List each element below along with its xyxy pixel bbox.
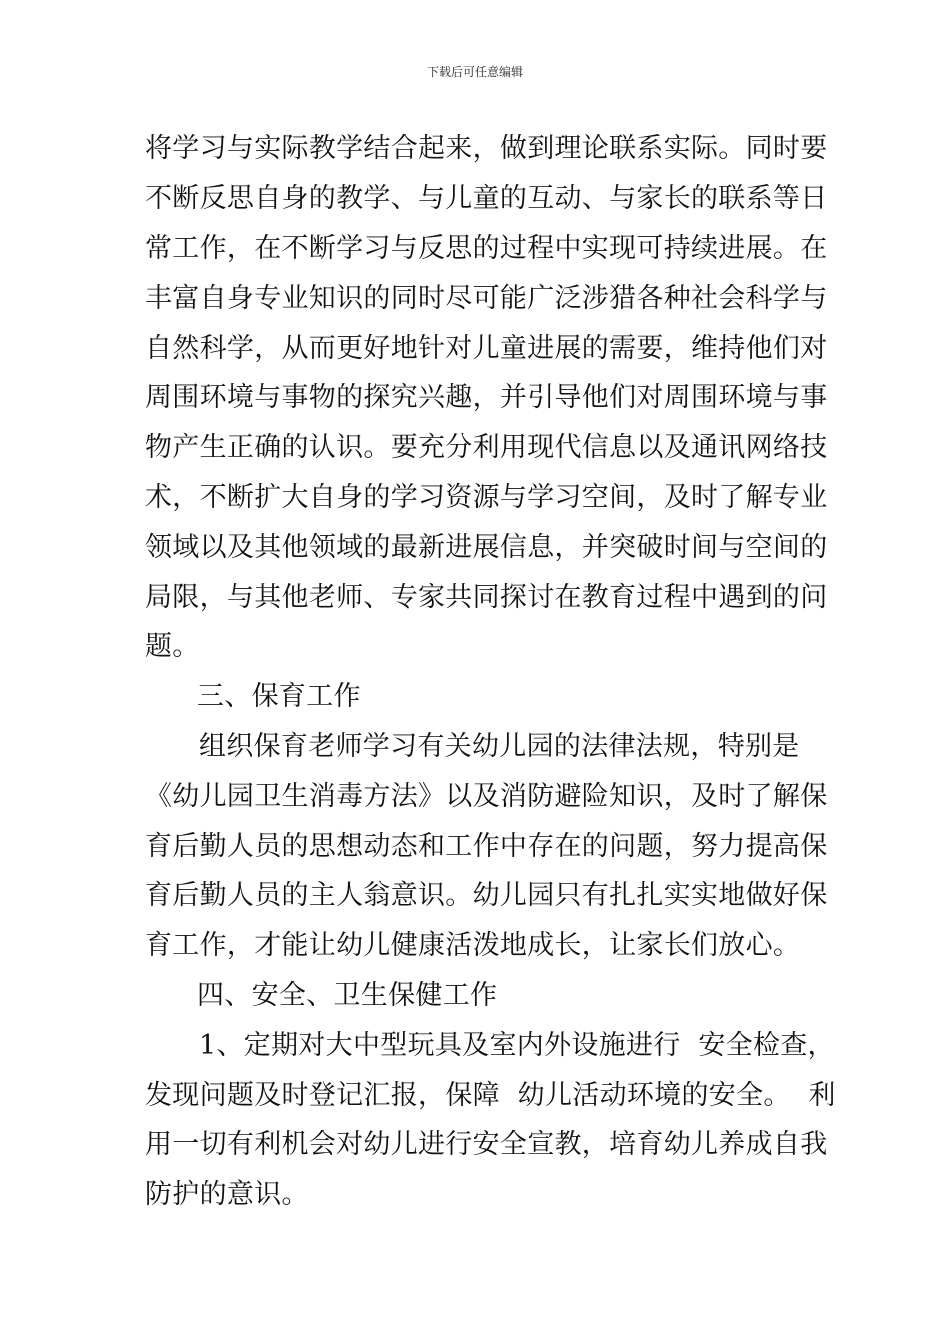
text-line: 自然科学，从而更好地针对儿童进展的需要，维持他们对 [145, 333, 828, 364]
text-line: 物产生正确的认识。要充分利用现代信息以及通讯网络技 [145, 432, 828, 463]
text-line: 常工作，在不断学习与反思的过程中实现可持续进展。在 [145, 233, 828, 264]
section-heading: 三、保育工作 [197, 681, 361, 712]
text-line: 《幼儿园卫生消毒方法》以及消防避险知识，及时了解保 [145, 781, 828, 812]
text-line: 周围环境与事物的探究兴趣，并引导他们对周围环境与事 [145, 382, 828, 413]
text-line: 领域以及其他领域的最新进展信息，并突破时间与空间的 [145, 532, 828, 563]
section-heading: 四、安全、卫生保健工作 [197, 980, 498, 1011]
text-line: 育后勤人员的思想动态和工作中存在的问题，努力提高保 [145, 831, 828, 862]
text-line: 育工作，才能让幼儿健康活泼地成长，让家长们放心。 [145, 930, 801, 961]
text-line: 不断反思自身的教学、与儿童的互动、与家长的联系等日 [145, 183, 828, 214]
page-header: 下载后可任意编辑 [426, 65, 523, 79]
text-line: 术，不断扩大自身的学习资源与学习空间，及时了解专业 [145, 482, 828, 513]
text-line: 组织保育老师学习有关幼儿园的法律法规，特别是 [199, 731, 800, 762]
text-line: 用一切有利机会对幼儿进行安全宣教，培育幼儿养成自我 [145, 1129, 828, 1160]
text-line: 1、定期对大中型玩具及室内外设施进行 安全检查， [199, 1030, 835, 1061]
text-line: 局限，与其他老师、专家共同探讨在教育过程中遇到的问 [145, 582, 828, 613]
text-line: 丰富自身专业知识的同时尽可能广泛涉猎各种社会科学与 [145, 283, 828, 314]
text-line: 防护的意识。 [145, 1179, 309, 1210]
text-line: 题。 [145, 631, 200, 662]
text-line: 发现问题及时登记汇报，保障 幼儿活动环境的安全。 利 [145, 1080, 836, 1111]
text-line: 将学习与实际教学结合起来，做到理论联系实际。同时要 [145, 133, 828, 164]
text-line: 育后勤人员的主人翁意识。幼儿园只有扎扎实实地做好保 [145, 880, 828, 911]
